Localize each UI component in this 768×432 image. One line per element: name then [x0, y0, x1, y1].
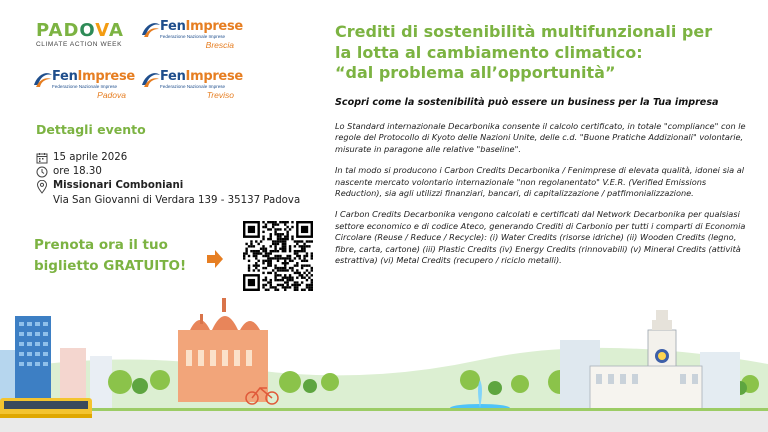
- event-address: Via San Giovanni di Verdara 139 - 35137 Padova: [53, 195, 301, 206]
- subtitle: Scopri come la sostenibilità può essere un business per la Tua impresa: [335, 97, 719, 108]
- title-line-3: “dal problema all’opportunità”: [335, 63, 616, 82]
- location-pin-icon: [36, 180, 48, 194]
- event-time: ore 18.30: [53, 166, 102, 177]
- city-skyline-illustration: [0, 290, 768, 432]
- brand-imprese: Imprese: [77, 69, 135, 84]
- fenimprese-swoosh-icon: [140, 19, 162, 41]
- padova-word-b: O: [79, 20, 96, 41]
- brand-fed: Federazione Nazionale Imprese: [52, 84, 118, 89]
- brand-fed: Federazione Nazionale Imprese: [160, 84, 226, 89]
- brand-fen: Fen: [160, 19, 186, 34]
- cta-line-1: Prenota ora il tuo: [34, 237, 168, 253]
- title-line-1: Crediti di sostenibilità multifunzionali per: [335, 22, 713, 41]
- fenimprese-treviso-logo: [140, 69, 243, 103]
- page-title: [335, 22, 745, 84]
- arrow-right-icon: [206, 249, 224, 269]
- city-padova: Padova: [97, 90, 126, 100]
- basilica-illustration: [178, 298, 268, 402]
- tram-illustration: [0, 398, 92, 418]
- clock-icon: [36, 166, 48, 178]
- fenimprese-brescia-logo: [140, 19, 243, 53]
- padova-word-a: PAD: [36, 20, 80, 41]
- event-date: 15 aprile 2026: [53, 152, 128, 163]
- cta-line-2: biglietto GRATUITO!: [34, 258, 187, 274]
- brand-fen: Fen: [52, 69, 78, 84]
- padova-sub: CLIMATE ACTION WEEK: [36, 41, 123, 48]
- description-paragraph-3: I Carbon Credits Decarbonika vengono calcolati e certificati dal Network Decarbonika per qualsiasi settore economico e di codice Ateco, generando Crediti di Carbonio per tutti i comparti di Economia Circolare (Reuse / Reduce / Recycle): (i) Water Credits (risorse idriche) (ii) Wooden Credits (legno, fibre, carta, cartone) (iii) Plastic Credits (iv) Energy Credits (rinnovabili) (v) Mineral Credits (attività estrattiva) (vi) Metal Credits (recupero / riciclo metalli).: [335, 209, 746, 266]
- brand-fed: Federazione Nazionale Imprese: [160, 34, 226, 39]
- brand-imprese: Imprese: [185, 69, 243, 84]
- event-heading: Dettagli evento: [36, 122, 146, 137]
- booking-cta[interactable]: [34, 235, 214, 277]
- fenimprese-padova-logo: [32, 69, 135, 103]
- description-paragraph-1: Lo Standard internazionale Decarbonika consente il calcolo certificato, in totale "compliance" con le regole del Protocollo di Kyoto delle Nazioni Unite, delle c.d. "Buone Pratiche Addizionali" volontarie, misurate in paragone alle relative "baseline".: [335, 121, 746, 154]
- calendar-icon: [36, 152, 48, 164]
- brand-fen: Fen: [160, 69, 186, 84]
- qr-code[interactable]: [243, 221, 313, 291]
- padova-word-c: V: [95, 20, 109, 41]
- fenimprese-swoosh-icon: [140, 69, 162, 91]
- city-treviso: Treviso: [206, 90, 234, 100]
- title-line-2: la lotta al cambiamento climatico:: [335, 42, 643, 62]
- padova-climate-week-logo: [36, 22, 136, 48]
- description-paragraph-2: In tal modo si producono i Carbon Credits Decarbonika / Fenimprese di elevata qualità, idonei sia al nascente mercato volontario internazionale "non regolanentato" V.E.R. (Verified Emissions Reduction), sia agli utilizzi finanziari, bancari, di capitalizzazione / patfimonializzazione.: [335, 165, 745, 199]
- padova-word-d: A: [108, 20, 124, 41]
- description: [335, 121, 753, 276]
- fenimprese-swoosh-icon: [32, 69, 54, 91]
- event-venue: Missionari Comboniani: [53, 180, 184, 191]
- city-brescia: Brescia: [205, 40, 234, 50]
- brand-imprese: Imprese: [185, 19, 243, 34]
